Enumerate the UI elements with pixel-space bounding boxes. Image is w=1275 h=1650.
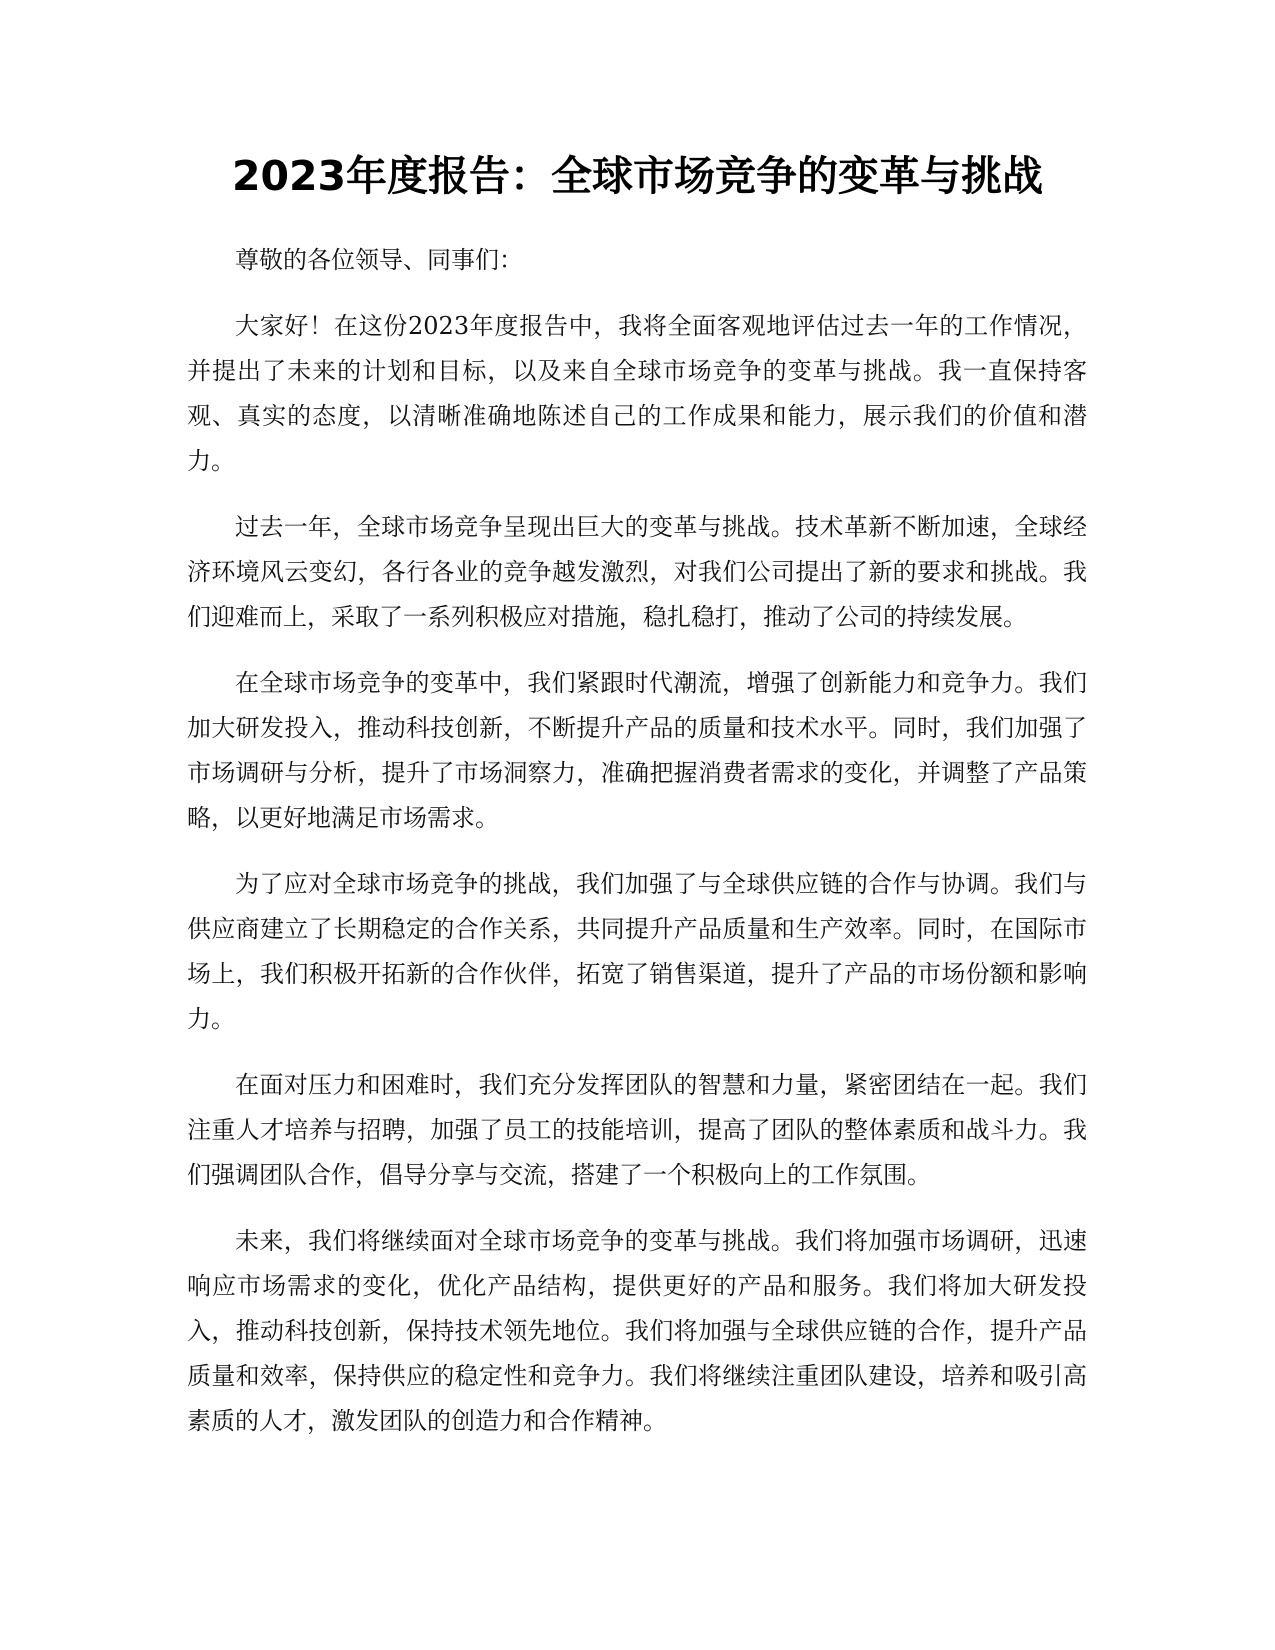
intro-paragraph: 大家好！在这份2023年度报告中，我将全面客观地评估过去一年的工作情况，并提出了未来的计划和目标，以及来自全球市场竞争的变革与挑战。我一直保持客观、真实的态度，以清晰准确地陈述自己的工作成果和能力，展示我们的价值和潜力。 <box>187 312 1087 475</box>
team-paragraph: 在面对压力和困难时，我们充分发挥团队的智慧和力量，紧密团结在一起。我们注重人才培养与招聘，加强了员工的技能培训，提高了团队的整体素质和战斗力。我们强调团队合作，倡导分享与交流，搭建了一个积极向上的工作氛围。 <box>187 1071 1087 1189</box>
salutation-paragraph: 尊敬的各位领导、同事们： <box>235 246 523 274</box>
document-body <box>187 238 1087 1465</box>
document-title: 2023年度报告：全球市场竞争的变革与挑战 <box>231 152 1044 200</box>
future-plan-paragraph: 未来，我们将继续面对全球市场竞争的变革与挑战。我们将加强市场调研，迅速响应市场需求的变化，优化产品结构，提供更好的产品和服务。我们将加大研发投入，推动科技创新，保持技术领先地位。我们将加强与全球供应链的合作，提升产品质量和效率，保持供应的稳定性和竞争力。我们将继续注重团队建设，培养和吸引高素质的人才，激发团队的创造力和合作精神。 <box>187 1227 1087 1435</box>
innovation-paragraph: 在全球市场竞争的变革中，我们紧跟时代潮流，增强了创新能力和竞争力。我们加大研发投入，推动科技创新，不断提升产品的质量和技术水平。同时，我们加强了市场调研与分析，提升了市场洞察力，准确把握消费者需求的变化，并调整了产品策略，以更好地满足市场需求。 <box>187 669 1087 832</box>
supply-chain-paragraph: 为了应对全球市场竞争的挑战，我们加强了与全球供应链的合作与协调。我们与供应商建立了长期稳定的合作关系，共同提升产品质量和生产效率。同时，在国际市场上，我们积极开拓新的合作伙伴，拓宽了销售渠道，提升了产品的市场份额和影响力。 <box>187 870 1087 1033</box>
market-change-paragraph: 过去一年，全球市场竞争呈现出巨大的变革与挑战。技术革新不断加速，全球经济环境风云变幻，各行各业的竞争越发激烈，对我们公司提出了新的要求和挑战。我们迎难而上，采取了一系列积极应对措施，稳扎稳打，推动了公司的持续发展。 <box>187 513 1087 631</box>
